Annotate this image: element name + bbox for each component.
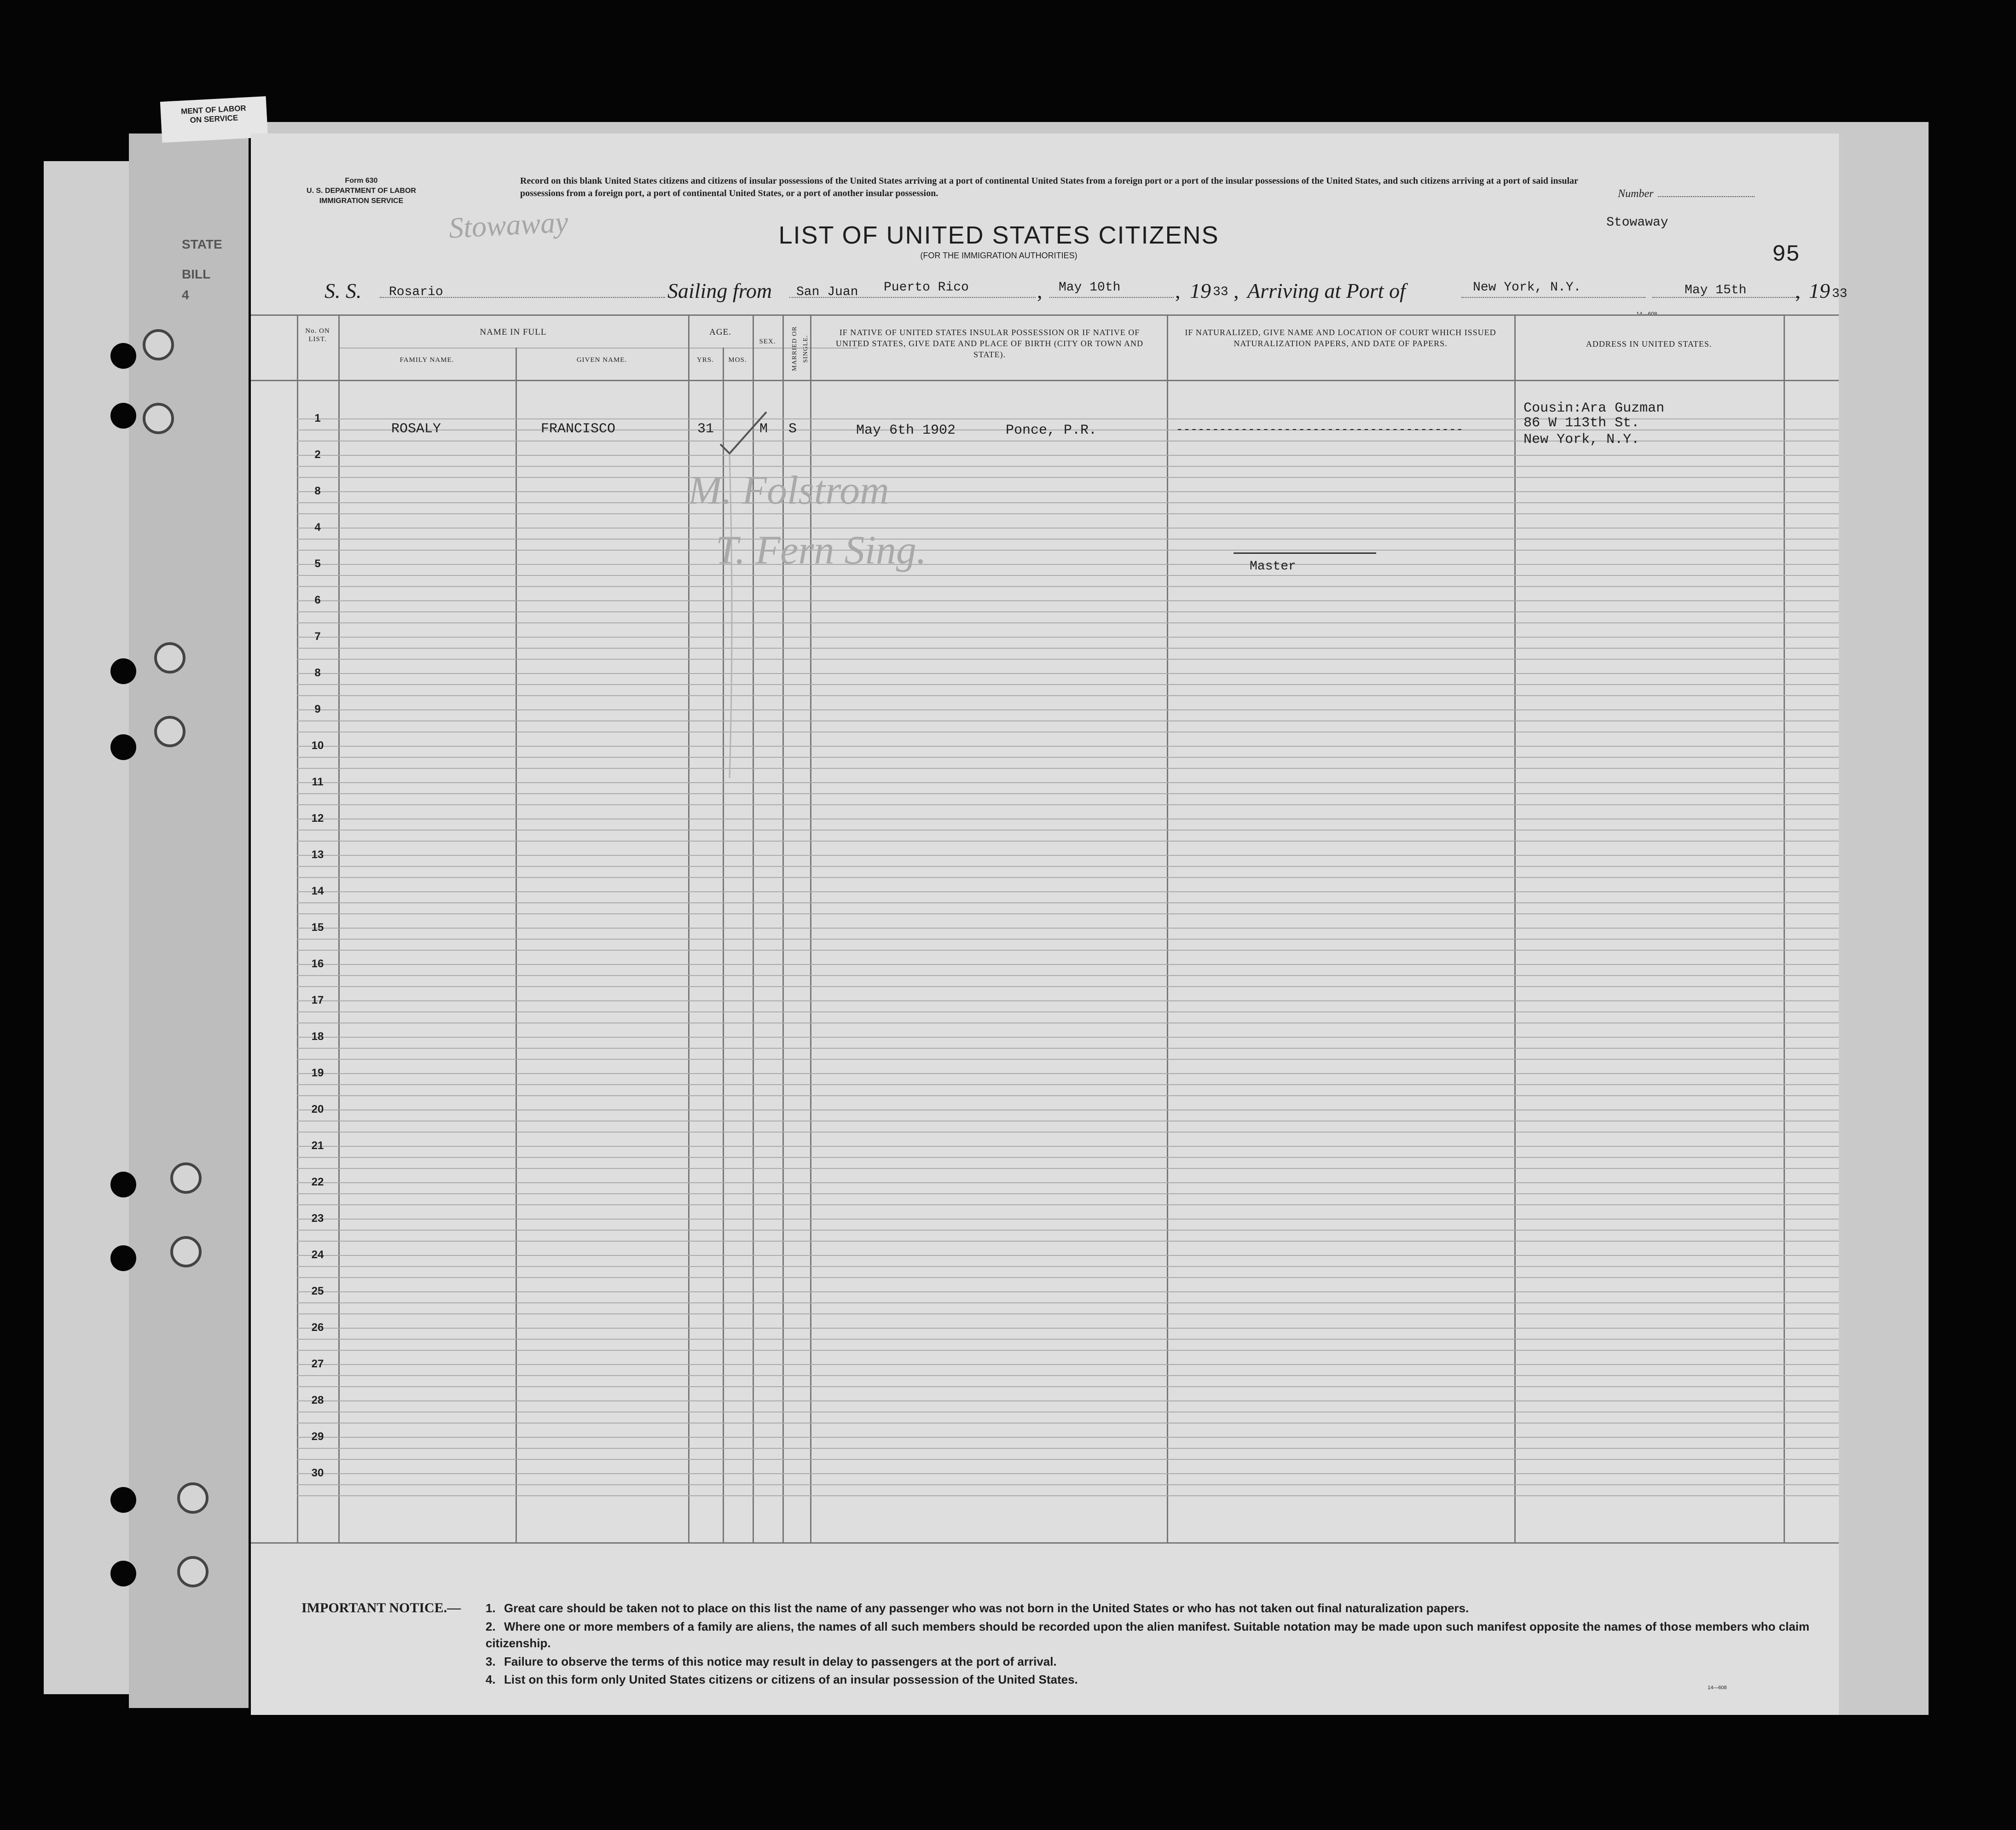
row-rule — [297, 1084, 1839, 1085]
row-rule — [297, 1484, 1839, 1485]
row-rule — [297, 1182, 1839, 1183]
row-number: 2 — [314, 448, 321, 461]
row-rule — [297, 913, 1839, 914]
entry-birth-date: May 6th 1902 — [856, 423, 956, 438]
notice-item-4 — [486, 1671, 1820, 1688]
arrive-year: 33 — [1832, 287, 1848, 301]
row-rule — [297, 709, 1839, 710]
row-number: 29 — [311, 1430, 324, 1443]
entry-sex: M — [759, 421, 768, 437]
entry-address-line-2: 86 W 113th St. — [1524, 415, 1640, 431]
row-rule — [297, 513, 1839, 514]
row-rule — [297, 768, 1839, 769]
row-rule — [297, 1266, 1839, 1267]
binder-ring — [170, 1162, 202, 1194]
header-mos: MOS. — [728, 356, 747, 364]
port-from-region: Puerto Rico — [884, 280, 969, 295]
entry-naturalized-dashes: ---------------------------------------- — [1176, 423, 1464, 436]
comma: , — [1795, 279, 1801, 302]
row-rule — [297, 648, 1839, 649]
ship-name: Rosario — [389, 285, 443, 299]
row-number: 6 — [314, 594, 321, 606]
row-rule — [297, 695, 1839, 696]
row-rule — [297, 637, 1839, 638]
underlying-page-strip — [129, 134, 249, 1708]
row-number: 30 — [311, 1467, 324, 1479]
row-rule — [297, 720, 1839, 721]
binder-hole — [110, 734, 136, 760]
binder-hole — [110, 343, 136, 369]
row-rule — [297, 1448, 1839, 1449]
row-rule — [297, 866, 1839, 867]
handwritten-annotation: Stowaway — [448, 205, 569, 244]
row-rule — [297, 659, 1839, 660]
row-rule — [297, 1241, 1839, 1242]
row-number: 12 — [311, 812, 324, 825]
row-number: 8 — [314, 667, 321, 679]
binder-hole — [110, 1487, 136, 1513]
comma: , — [1234, 279, 1239, 302]
header-name-in-full: NAME IN FULL — [480, 327, 547, 337]
row-rule — [297, 611, 1839, 612]
row-number: 8 — [314, 485, 321, 497]
corner-tab-text: MENT OF LABOR ON SERVICE — [180, 104, 247, 125]
row-rule — [297, 600, 1839, 601]
row-number: 14 — [311, 885, 324, 897]
row-number: 23 — [311, 1212, 324, 1225]
row-number: 11 — [312, 776, 324, 788]
row-number: 24 — [311, 1249, 324, 1261]
header-family-name: FAMILY NAME. — [400, 356, 454, 364]
row-rule — [297, 964, 1839, 965]
row-rule — [297, 1364, 1839, 1365]
table-header-border — [251, 380, 1839, 381]
form-department: U. S. DEPARTMENT OF LABOR — [307, 187, 416, 195]
sailing-label: Sailing from — [667, 279, 772, 302]
row-rule — [297, 1386, 1839, 1387]
row-rule — [297, 1437, 1839, 1438]
header-no-on-list: No. ON LIST. — [305, 327, 330, 343]
notice-item-text: Failure to observe the terms of this notice may result in delay to passengers at the port of arrival. — [504, 1655, 1057, 1668]
stowaway-typed: Stowaway — [1606, 215, 1668, 230]
handwritten-signature-1: M. Folstrom — [688, 468, 889, 513]
row-rule — [297, 1037, 1839, 1038]
row-rule — [297, 1048, 1839, 1049]
row-rule — [297, 986, 1839, 987]
row-number: 21 — [311, 1139, 324, 1152]
form-code-small: 14—608 — [1636, 311, 1657, 317]
header-subdivider — [338, 348, 858, 349]
row-rule — [297, 466, 1839, 467]
header-given-name: GIVEN NAME. — [576, 356, 627, 364]
page-number: 95 — [1772, 242, 1800, 268]
row-rule — [297, 1132, 1839, 1133]
binder-hole — [110, 658, 136, 684]
row-rule — [297, 673, 1839, 674]
row-number: 5 — [314, 558, 321, 570]
row-rule — [297, 491, 1839, 492]
row-number: 13 — [311, 848, 324, 861]
row-number: 10 — [311, 739, 324, 752]
row-rule — [297, 1193, 1839, 1194]
depart-date-underline — [1049, 297, 1174, 298]
row-rule — [297, 575, 1839, 576]
row-number: 15 — [311, 921, 324, 934]
page-subtitle: (FOR THE IMMIGRATION AUTHORITIES) — [920, 251, 1078, 260]
row-number: 25 — [311, 1285, 324, 1297]
row-rule — [297, 1000, 1839, 1001]
depart-date: May 10th — [1059, 280, 1121, 295]
notice-item-3 — [486, 1653, 1820, 1670]
row-rule — [297, 564, 1839, 565]
entry-family-name: ROSALY — [391, 421, 441, 437]
arriving-label: Arriving at Port of — [1247, 279, 1406, 302]
row-rule — [297, 782, 1839, 783]
port-from: San Juan — [796, 285, 858, 299]
year-prefix-arrive: 19 — [1809, 279, 1830, 302]
row-rule — [297, 830, 1839, 831]
row-rule — [297, 928, 1839, 929]
header-instructions: Record on this blank United States citizens and citizens of insular possessions of the United States arriving at a port of continental United States from a foreign port or a port of the insular possessions of the United States, and such citizens arriving at a port of said insular possessions from a foreign port, a port of continental United States, or a port of another insular possession. — [520, 176, 1578, 198]
notice-item-number: 1. — [486, 1601, 496, 1615]
side-stamp-3: 4 — [182, 288, 189, 302]
entry-birth-place: Ponce, P.R. — [1006, 423, 1097, 438]
row-number: 19 — [311, 1067, 324, 1079]
row-rule — [297, 902, 1839, 903]
row-number: 7 — [314, 630, 321, 643]
entry-marital-status: S — [788, 421, 797, 437]
comma: , — [1037, 279, 1043, 302]
notice-item-number: 2. — [486, 1620, 496, 1633]
row-rule — [297, 539, 1839, 540]
table-bottom-border — [251, 1542, 1839, 1544]
arrive-port: New York, N.Y. — [1473, 280, 1582, 295]
notice-item-1 — [486, 1600, 1820, 1616]
check-mark — [716, 407, 771, 458]
row-rule — [297, 877, 1839, 878]
row-rule — [297, 1400, 1839, 1401]
row-rule — [297, 1219, 1839, 1220]
binder-ring — [143, 403, 174, 434]
form-service: IMMIGRATION SERVICE — [319, 197, 404, 205]
row-rule — [297, 1375, 1839, 1376]
master-label: Master — [1250, 559, 1296, 574]
row-number: 28 — [311, 1394, 324, 1406]
notice-item-2 — [486, 1618, 1820, 1651]
table-top-border — [251, 314, 1839, 316]
row-rule — [297, 528, 1839, 529]
row-number: 22 — [311, 1176, 324, 1188]
header-naturalized: IF NATURALIZED, GIVE NAME AND LOCATION OF COURT WHICH ISSUED NATURALIZATION PAPERS, AND DATE OF PAPERS. — [1185, 328, 1496, 348]
header-married-single: MARRIED OR SINGLE. — [791, 326, 809, 372]
row-rule — [297, 975, 1839, 976]
row-number: 1 — [314, 412, 321, 424]
row-rule — [297, 1059, 1839, 1060]
arrive-port-underline — [1461, 297, 1645, 298]
footer-form-code: 14—608 — [1708, 1685, 1727, 1691]
row-number: 16 — [311, 958, 324, 970]
binder-hole — [110, 1172, 136, 1197]
notice-item-number: 4. — [486, 1673, 496, 1686]
arrive-date: May 15th — [1685, 283, 1747, 297]
row-number: 9 — [314, 703, 321, 715]
header-sex: SEX. — [759, 338, 776, 345]
col-divider — [516, 348, 517, 1542]
row-rule — [297, 477, 1839, 478]
handwritten-signature-2: T. Fern Sing. — [716, 528, 927, 573]
binder-ring — [154, 716, 185, 747]
master-signature-line — [1234, 552, 1376, 554]
row-number: 4 — [314, 521, 321, 534]
manifest-sheet — [251, 134, 1848, 1715]
entry-address-line-1: Cousin:Ara Guzman — [1524, 401, 1665, 416]
header-birth: IF NATIVE OF UNITED STATES INSULAR POSSESSION OR IF NATIVE OF UNITED STATES, GIVE DATE AND PLACE OF BIRTH (CITY OR TOWN AND STATE). — [835, 328, 1144, 359]
row-number: 17 — [311, 994, 324, 1006]
voyage-line — [324, 279, 1848, 302]
row-rule — [297, 950, 1839, 951]
notice-title: IMPORTANT NOTICE.— — [301, 1600, 461, 1615]
page-title: LIST OF UNITED STATES CITIZENS — [778, 221, 1219, 249]
row-rule — [297, 1073, 1839, 1074]
row-rule — [297, 1339, 1839, 1340]
row-number: 20 — [311, 1103, 324, 1115]
binder-hole — [110, 1245, 136, 1271]
row-rule — [297, 684, 1839, 685]
depart-year: 33 — [1213, 285, 1228, 299]
row-rule — [297, 1157, 1839, 1158]
binder-ring — [154, 642, 185, 674]
header-address: ADDRESS IN UNITED STATES. — [1586, 339, 1712, 349]
notice-item-text: Great care should be taken not to place on this list the name of any passenger who was not born in the United States or who has not taken out final naturalization papers. — [504, 1601, 1469, 1615]
notice-item-number: 3. — [486, 1655, 496, 1668]
row-rule — [297, 1473, 1839, 1474]
row-rule — [297, 793, 1839, 794]
row-number: 18 — [311, 1030, 324, 1043]
binder-ring — [170, 1236, 202, 1267]
number-line — [1658, 196, 1755, 197]
row-rule — [297, 1146, 1839, 1147]
row-rule — [297, 1095, 1839, 1096]
number-field — [1618, 188, 1755, 200]
row-rule — [297, 1350, 1839, 1351]
row-rule — [297, 1230, 1839, 1231]
header-age: AGE. — [709, 327, 731, 337]
row-number: 27 — [311, 1358, 324, 1370]
row-rule — [297, 586, 1839, 587]
entry-given-name: FRANCISCO — [541, 421, 616, 437]
row-rule — [297, 1277, 1839, 1278]
entry-address-line-3: New York, N.Y. — [1524, 432, 1640, 447]
row-rule — [297, 1302, 1839, 1303]
year-prefix-depart: 19 — [1190, 279, 1211, 302]
row-rule — [297, 841, 1839, 842]
row-rule — [297, 1255, 1839, 1256]
row-rule — [297, 1328, 1839, 1329]
row-rule — [297, 550, 1839, 551]
binder-ring — [143, 329, 174, 360]
binder-ring — [177, 1482, 209, 1514]
row-rule — [297, 757, 1839, 758]
row-rule — [297, 1459, 1839, 1460]
row-rule — [297, 746, 1839, 747]
binder-hole — [110, 1561, 136, 1586]
entry-age-years: 31 — [697, 421, 714, 437]
form-number: Form 630 — [345, 177, 378, 185]
row-rule — [297, 1313, 1839, 1314]
row-rule — [297, 1291, 1839, 1292]
row-rule — [297, 891, 1839, 892]
header-yrs: YRS. — [697, 356, 714, 364]
row-rule — [297, 455, 1839, 456]
binder-ring — [177, 1556, 209, 1587]
number-label: Number — [1618, 188, 1654, 200]
binder-hole — [110, 403, 136, 429]
row-rule — [297, 502, 1839, 503]
row-rule — [297, 1168, 1839, 1169]
row-rule — [297, 1204, 1839, 1205]
notice-item-text: Where one or more members of a family are aliens, the names of all such members should be recorded upon the alien manifest. Suitable notation may be made upon such manifest opposite the names of those members who claim citizenship. — [486, 1620, 1810, 1650]
row-rule — [297, 1022, 1839, 1023]
row-rule — [297, 855, 1839, 856]
side-stamp-2: BILL — [182, 267, 211, 281]
comma: , — [1175, 279, 1181, 302]
ss-label: S. S. — [324, 279, 362, 302]
row-rule — [297, 622, 1839, 623]
form-identifier — [301, 176, 421, 206]
row-rule — [297, 1495, 1839, 1496]
row-rule — [297, 1011, 1839, 1012]
row-rule — [297, 804, 1839, 805]
side-stamp-1: STATE — [182, 237, 222, 251]
row-rule — [297, 939, 1839, 940]
row-number: 26 — [311, 1321, 324, 1334]
notice-item-text: List on this form only United States citizens or citizens of an insular possession of the United States. — [504, 1673, 1078, 1686]
